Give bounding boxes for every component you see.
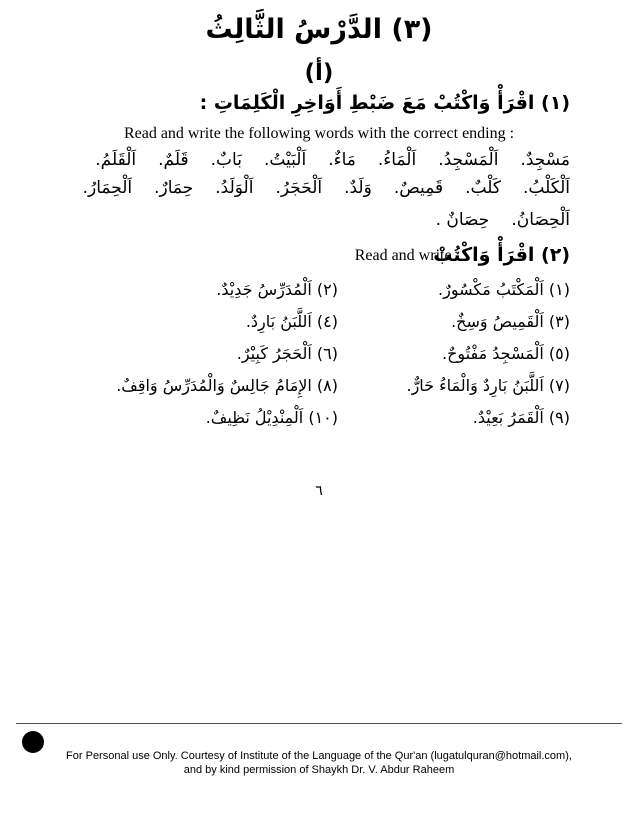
word: اَلْحِمَارُ.: [82, 178, 133, 198]
sentence-8: (٨) الإِمَامُ جَالِسٌ وَالْمُدَرِّسُ وَاقِفٌ.: [116, 376, 338, 395]
page-number: ٦: [315, 483, 323, 499]
word-row-3: [436, 210, 570, 230]
sentence-5: (٥) اَلْمَسْجِدُ مَفْتُوحٌ.: [442, 344, 570, 363]
sentence-3: (٣) اَلْقَمِيصُ وَسِخٌ.: [451, 312, 570, 331]
sentence-9: (٩) اَلْقَمَرُ بَعِيْدٌ.: [472, 408, 570, 427]
footer-credit-line2: and by kind permission of Shaykh Dr. V. Abdur Raheem: [183, 764, 455, 776]
exercise2-heading: (٢) اقْرَأْ وَاكْتُبْ: [433, 244, 570, 266]
word: حِمَارٌ.: [154, 178, 194, 198]
word: مَاءٌ.: [328, 150, 356, 170]
word: وَلَدٌ.: [344, 178, 372, 198]
word-row-1: [95, 150, 570, 170]
word: قَلَمٌ.: [158, 150, 189, 170]
word: قَمِيصٌ.: [393, 178, 444, 198]
sentence-4: (٤) اَللَّبَنُ بَارِدٌ.: [245, 312, 338, 331]
footer-divider: [16, 723, 622, 724]
footer-credit-line1: For Personal use Only. Courtesy of Institute of the Language of the Qur'an (lugatulquran@hotmail.com),: [66, 750, 572, 762]
exercise1-heading: (١) اقْرَأْ وَاكْتُبْ مَعَ ضَبْطِ أَوَاخِرِ الْكَلِمَاتِ :: [199, 92, 570, 114]
word: اَلْكَلْبُ.: [522, 178, 570, 198]
section-label: (أ): [304, 60, 334, 86]
sentence-6: (٦) اَلْحَجَرُ كَبِيْرٌ.: [236, 344, 338, 363]
word: اَلْحِصَانُ.: [511, 210, 570, 230]
word-row-2: [83, 178, 570, 198]
sentence-1: (١) اَلْمَكْتَبُ مَكْسُورٌ.: [438, 280, 570, 299]
word: كَلْبٌ.: [465, 178, 501, 198]
word: اَلْمَسْجِدُ.: [438, 150, 499, 170]
lesson-title: (٣) الدَّرْسُ الثَّالِثُ: [205, 14, 433, 45]
word: حِصَانٌ .: [435, 210, 490, 230]
sentence-7: (٧) اَللَّبَنُ بَارِدٌ وَالْمَاءُ حَارٌّ.: [406, 376, 570, 395]
word: مَسْجِدٌ.: [520, 150, 570, 170]
word: اَلْوَلَدُ.: [215, 178, 254, 198]
sentence-10: (١٠) اَلْمِنْدِيْلُ نَظِيفٌ.: [205, 408, 338, 427]
exercise2-instruction: Read and write :: [354, 247, 460, 264]
exercise1-instruction: Read and write the following words with the correct ending :: [123, 125, 515, 142]
word: اَلْحَجَرُ.: [275, 178, 323, 198]
sentence-2: (٢) اَلْمُدَرِّسُ جَدِيْدٌ.: [216, 280, 338, 299]
word: اَلْقَلَمُ.: [95, 150, 137, 170]
word: اَلْمَاءُ.: [377, 150, 417, 170]
word: بَابٌ.: [210, 150, 242, 170]
word: اَلْبَيْتُ.: [263, 150, 307, 170]
